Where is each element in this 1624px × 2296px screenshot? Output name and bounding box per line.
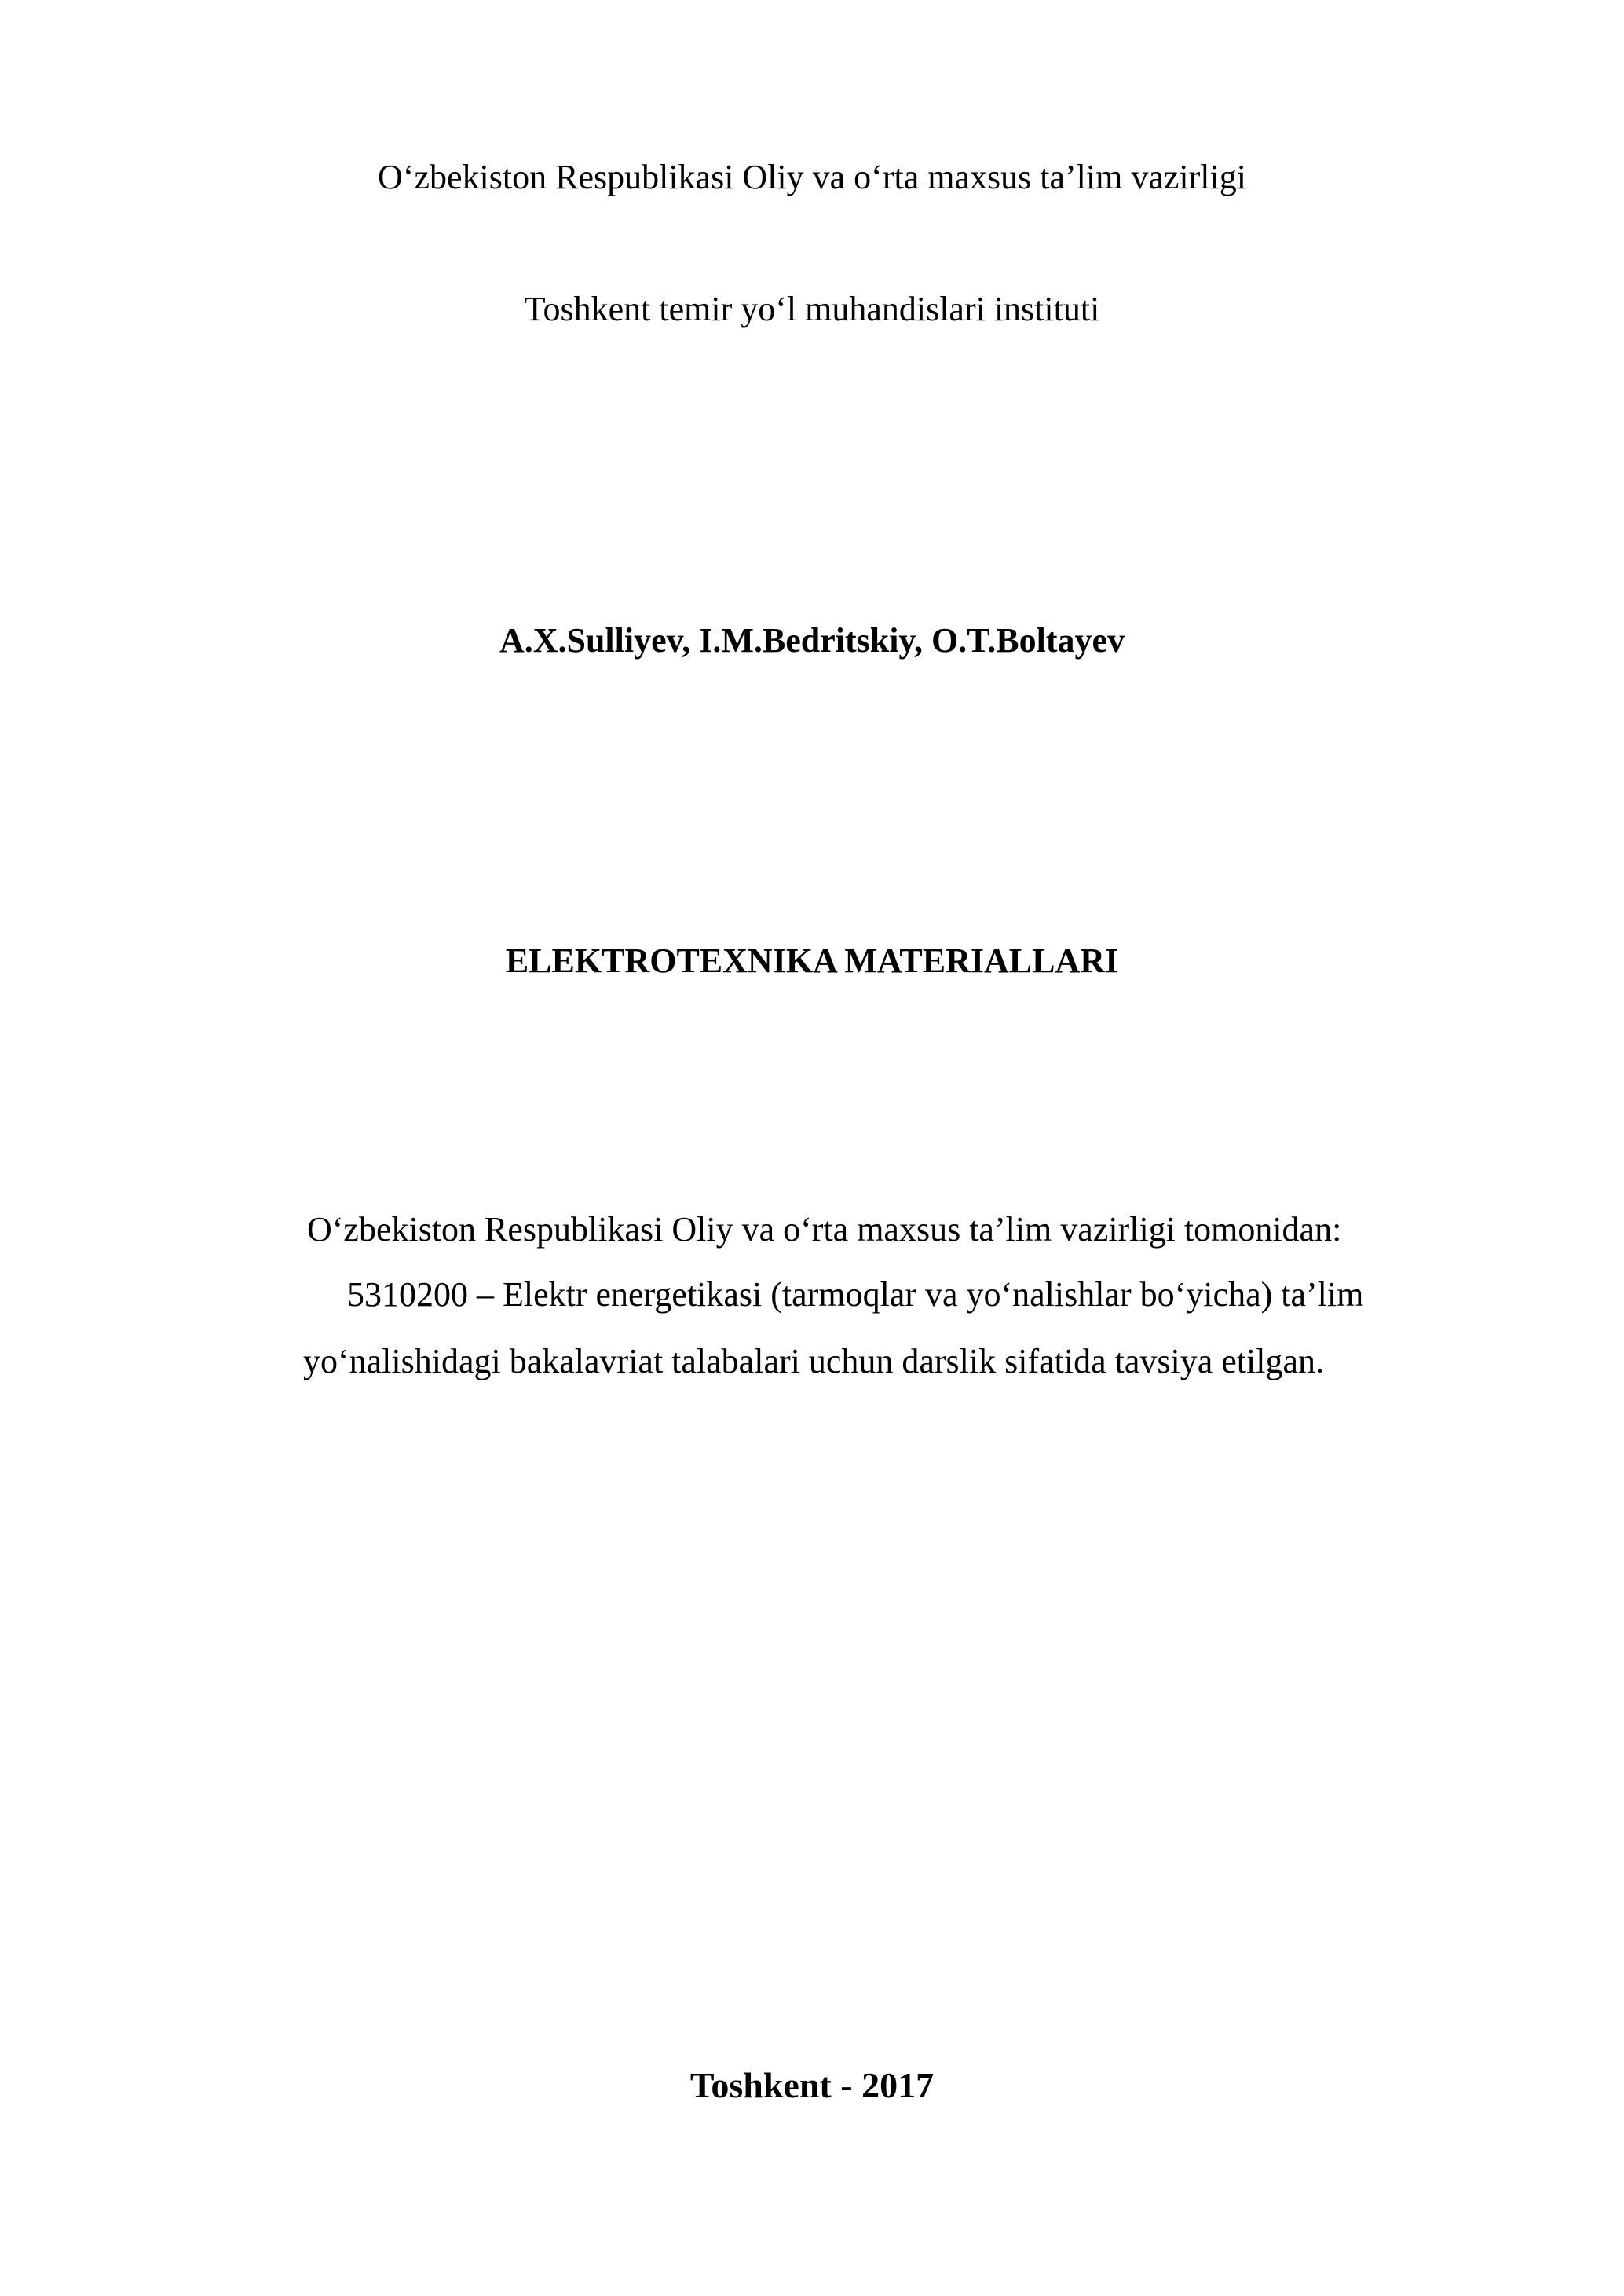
approval-line-3: yo‘nalishidagi bakalavriat talabalari uchun darslik sifatida tavsiya etilgan. [303,1342,1324,1380]
approval-line-2: 5310200 – Elektr energetikasi (tarmoqlar va yo‘nalishlar bo‘yicha) ta’lim [347,1275,1364,1314]
approval-line-1: O‘zbekiston Respublikasi Oliy va o‘rta maxsus ta’lim vazirligi tomonidan: [307,1210,1342,1249]
ministry-heading: O‘zbekiston Respublikasi Oliy va o‘rta maxsus ta’lim vazirligi [378,158,1246,196]
authors-line: A.X.Sulliyev, I.M.Bedritskiy, O.T.Boltayev [499,621,1125,660]
place-year-footer: Toshkent - 2017 [689,2065,935,2105]
institute-heading: Toshkent temir yo‘l muhandislari instituti [524,290,1100,328]
book-title: ELEKTROTEXNIKA MATERIALLARI [505,941,1119,980]
